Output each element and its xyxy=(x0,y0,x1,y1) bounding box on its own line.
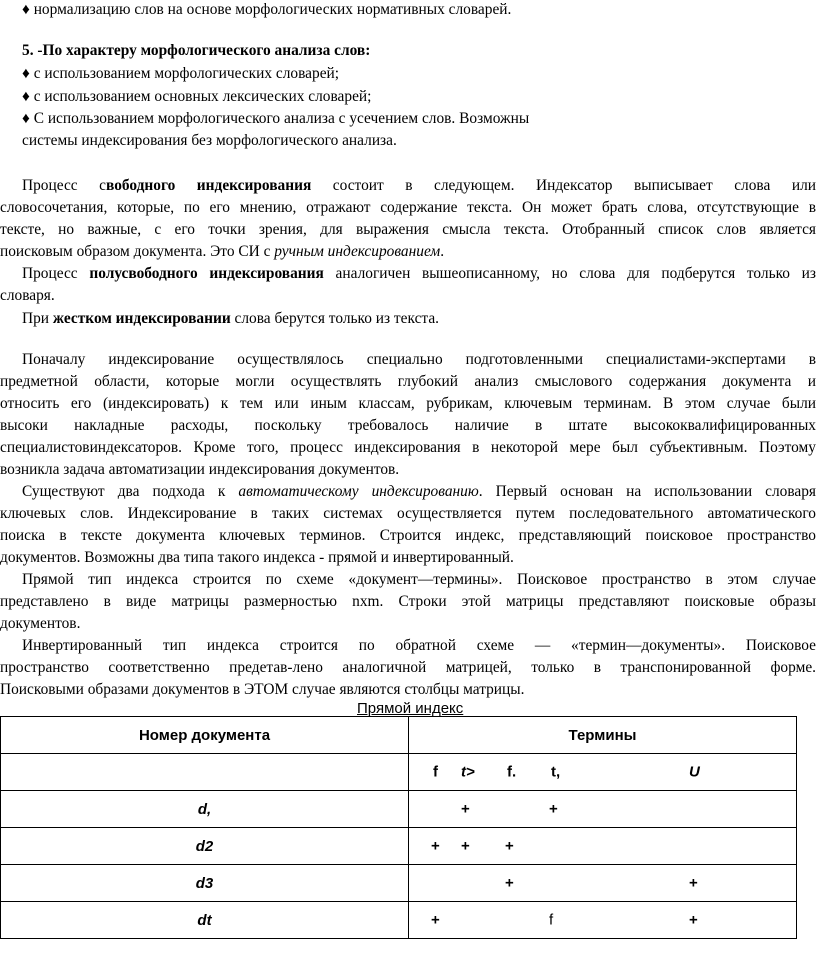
mark: + xyxy=(505,837,514,855)
paragraph-line: предметной области, которые могли осуществлять глубокий анализ смыслового содержания документа и xyxy=(0,373,816,390)
paragraph-line: Процесс свободного индексирования состоит в следующем. Индексатор выписывает слова или xyxy=(22,177,816,194)
doc-id: d3 xyxy=(1,865,409,902)
term-marks xyxy=(409,902,797,939)
paragraph-line: Поначалу индексирование осуществлялось специально подготовленными специалистами-экспертами в xyxy=(22,351,816,368)
term-label: t, xyxy=(551,763,561,781)
paragraph-line: При жестком индексировании слова берутся только из текста. xyxy=(22,310,439,327)
paragraph-line: тексте, но важные, с его точки зрения, для выражения смысла текста. Отобранный список слов является xyxy=(0,221,816,238)
mark: + xyxy=(431,837,440,855)
list-item-continuation: системы индексирования без морфологического анализа. xyxy=(22,132,397,149)
term-marks xyxy=(409,865,797,902)
term-italic: ручным индексированием xyxy=(274,243,441,260)
paragraph-line: представлено в виде матрицы размерностью nxm. Строки этой матрицы представляют поисковые образы xyxy=(0,593,816,610)
table-row xyxy=(1,791,797,828)
mark: + xyxy=(431,911,440,929)
table-row xyxy=(1,865,797,902)
paragraph-line: Инвертированный тип индекса строится по обратной схеме — «термин—документы». Поисковое xyxy=(22,637,816,654)
section-heading: 5. -По характеру морфологического анализа слов: xyxy=(22,42,371,59)
paragraph-line: поисковым образом документа. Это СИ с ручным индексированием. xyxy=(0,243,445,260)
terms-column-header: Термины xyxy=(409,717,797,754)
mark: + xyxy=(549,800,558,818)
mark: f xyxy=(549,911,554,929)
term-marks xyxy=(409,791,797,828)
mark: + xyxy=(689,874,698,892)
paragraph-line: ключевых слов. Индексирование в таких системах осуществляется путем последовательного автоматического xyxy=(0,505,816,522)
paragraph-line: словосочетания, которые, по его мнению, отражают содержание текста. Он может брать слова, отсутствующие в xyxy=(0,199,816,216)
doc-id: d2 xyxy=(1,828,409,865)
mark: + xyxy=(461,837,470,855)
paragraph-line: Существуют два подхода к автоматическому индексированию. Первый основан на использовании словаря xyxy=(22,483,816,500)
term-header-row xyxy=(1,754,797,791)
direct-index-table xyxy=(0,716,797,939)
term-label: t> xyxy=(461,763,475,781)
doc-column-header: Номер документа xyxy=(1,717,409,754)
mark: + xyxy=(461,800,470,818)
paragraph-line: документов. Возможны два типа такого индекса - прямой и инвертированный. xyxy=(0,549,514,566)
paragraph-line: специалистовиндексаторов. Кроме того, процесс индексирования в некоторой мере был субъективным. Поэтому xyxy=(0,439,816,456)
term-italic: автоматическому индексированию xyxy=(238,483,479,500)
term-label: f xyxy=(433,763,438,781)
list-item: ♦ с использованием основных лексических словарей; xyxy=(22,88,372,105)
paragraph-line: возникла задача автоматизации индексирования документов. xyxy=(0,461,400,478)
paragraph-line: Прямой тип индекса строится по схеме «документ—термины». Поисковое пространство в этом случае xyxy=(22,571,816,588)
term-headers xyxy=(409,754,797,791)
paragraph-line: высоки накладные расходы, поскольку требовалось наличие в штате высококвалифицированных xyxy=(0,417,816,434)
paragraph-line: Процесс полусвободного индексирования аналогичен вышеописанному, но слова для подберутся только из xyxy=(22,265,816,282)
paragraph-line: словаря. xyxy=(0,287,55,304)
doc-id: dt xyxy=(1,902,409,939)
term-bold: вободного индексирования xyxy=(105,177,312,194)
paragraph-line: поиска в тексте документа ключевых терминов. Строится индекс, представляющий поисковое пространство xyxy=(0,527,816,544)
doc-id: d, xyxy=(1,791,409,828)
term-bold: полусвободного индексирования xyxy=(89,265,324,282)
term-label: U xyxy=(689,763,700,781)
paragraph-line: пространство соответственно предетав-лено аналогичной матрицей, только в транспонированной форме. xyxy=(0,659,816,676)
table-row xyxy=(1,902,797,939)
list-item: ♦ С использованием морфологического анализа с усечением слов. Возможны xyxy=(22,110,530,127)
paragraph-line: документов. xyxy=(0,615,81,632)
table-header-row xyxy=(1,717,797,754)
table-row xyxy=(1,828,797,865)
term-bold: жестком индексировании xyxy=(52,310,231,327)
mark: + xyxy=(505,874,514,892)
paragraph-line: Поисковыми образами документов в ЭТОМ случае являются столбцы матрицы. xyxy=(0,681,525,698)
list-item: ♦ с использованием морфологических словарей; xyxy=(22,65,340,82)
list-item: ♦ нормализацию слов на основе морфологических нормативных словарей. xyxy=(22,1,512,18)
paragraph-line: относить его (индексировать) к тем или иным классам, рубрикам, ключевым терминам. В этом случае были xyxy=(0,395,816,412)
mark: + xyxy=(689,911,698,929)
term-label: f. xyxy=(507,763,517,781)
table-caption: Прямой индекс xyxy=(357,700,464,717)
term-marks xyxy=(409,828,797,865)
